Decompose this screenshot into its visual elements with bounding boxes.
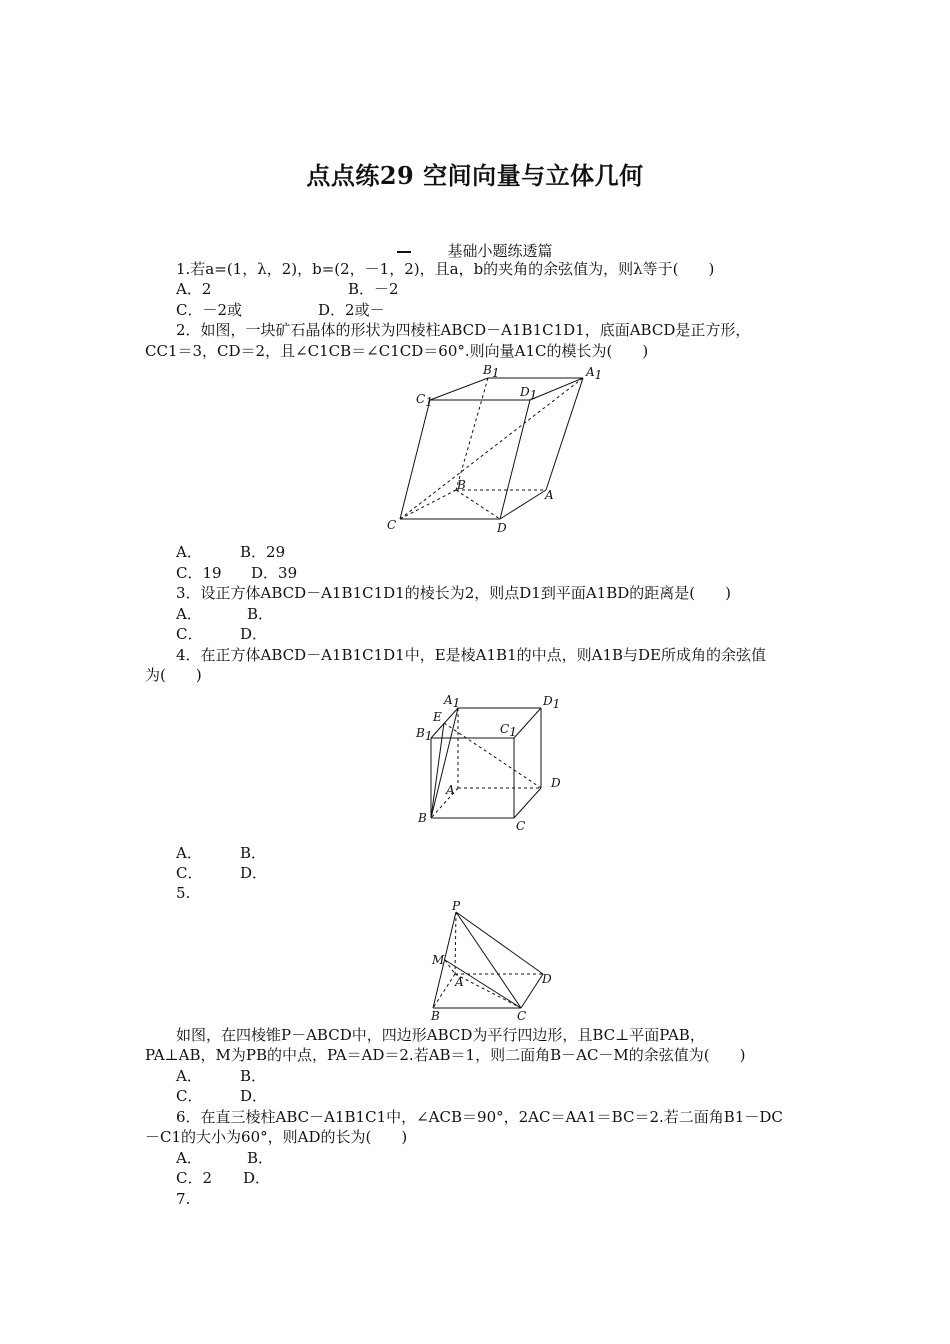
label-a: A [455, 975, 464, 989]
edge-a1a [546, 378, 583, 490]
q2-option-a: A． [176, 543, 202, 561]
label-d: D [542, 972, 552, 986]
label-a: A [446, 783, 455, 797]
q3-option-b: B． [247, 605, 274, 623]
q5-stem-line1: 如图，在四棱锥P－ABCD中，四边形ABCD为平行四边形，且BC⊥平面PAB， [176, 1026, 705, 1044]
label-a: A [545, 488, 554, 502]
label-b1: B1 [483, 363, 500, 380]
q1-option-a: A．2 [176, 280, 212, 298]
label-a1: A1 [444, 693, 461, 710]
q5-number: 5. [176, 884, 191, 902]
edge-c1c [400, 400, 430, 519]
q6-stem-line2: －C1的大小为60°，则AD的长为( ) [145, 1128, 408, 1146]
page-title: 点点练29 空间向量与立体几何 [306, 161, 644, 190]
segment-ac-hidden [455, 974, 521, 1008]
label-b: B [457, 478, 466, 492]
diagonal-bd [456, 490, 500, 519]
label-a1: A1 [586, 365, 603, 382]
q2-stem-line2: CC1＝3，CD＝2，且∠C1CB＝∠C1CD＝60°.则向量A1C的模长为( ) [145, 342, 649, 360]
edge-cd [514, 788, 541, 818]
q5-option-c: C． [176, 1087, 203, 1105]
q2-option-c: C．19 [176, 564, 222, 582]
q3-stem: 3．设正方体ABCD－A1B1C1D1的棱长为2，则点D1到平面A1BD的距离是( ) [176, 584, 731, 602]
section-title: 基础小题练透篇 [447, 242, 553, 260]
q1-option-b: B．－2 [348, 280, 399, 298]
segment-eb [431, 723, 444, 818]
q3-option-c: C． [176, 625, 203, 643]
q4-stem-line2: 为( ) [145, 666, 202, 684]
edge-d1d [500, 400, 530, 519]
q2-option-b: B．29 [240, 543, 286, 561]
q1-option-c: C．－2或 [176, 301, 243, 319]
label-b: B [418, 811, 427, 825]
label-p: P [452, 900, 461, 913]
edge-d1c1 [514, 708, 541, 738]
q2-option-d: D．39 [251, 564, 298, 582]
q6-option-c: C．2 [176, 1169, 213, 1187]
label-c: C [517, 1009, 527, 1022]
label-c1: C1 [416, 392, 433, 409]
edge-da [500, 490, 546, 519]
q4-option-a: A． [176, 844, 202, 862]
edge-d1a1 [530, 378, 583, 400]
edge-pd [456, 912, 543, 974]
q5-option-b: B． [240, 1067, 267, 1085]
edge-cd [521, 974, 543, 1008]
label-d: D [497, 521, 507, 535]
label-e: E [433, 710, 442, 724]
segment-a1b [431, 708, 458, 818]
label-m: M [432, 953, 445, 967]
segment-de-hidden [444, 723, 541, 788]
label-b1: B1 [416, 726, 433, 743]
section-mark [397, 251, 411, 253]
q4-option-b: B． [240, 844, 267, 862]
q6-option-a: A． [176, 1149, 202, 1167]
q5-pyramid-figure [425, 900, 565, 1022]
q7-number: 7. [176, 1190, 191, 1208]
q5-stem-line2: PA⊥AB，M为PB的中点，PA＝AD＝2.若AB＝1，则二面角B－AC－M的余弦值为( ) [145, 1046, 746, 1064]
section-heading [0, 240, 950, 261]
q1-stem: 1.若a=(1，λ，2)，b=(2，－1，2)，且a，b的夹角的余弦值为，则λ等于( ) [176, 260, 715, 278]
q6-stem-line1: 6．在直三棱柱ABC－A1B1C1中，∠ACB＝90°，2AC＝AA1＝BC＝2.若二面角B1－DC [176, 1108, 783, 1126]
q5-option-a: A． [176, 1067, 202, 1085]
q5-option-d: D． [240, 1087, 268, 1105]
label-d: D [551, 776, 561, 790]
q6-option-b: B． [247, 1149, 274, 1167]
q4-option-c: C． [176, 864, 203, 882]
q4-option-d: D． [240, 864, 268, 882]
label-d1: D1 [543, 694, 561, 711]
q4-stem-line1: 4．在正方体ABCD－A1B1C1D1中，E是棱A1B1的中点，则A1B与DE所成角的余弦值 [176, 646, 766, 664]
edge-b1c1 [430, 378, 488, 400]
label-d1: D1 [520, 385, 538, 402]
edge-ab-hidden [433, 974, 455, 1008]
q3-option-a: A． [176, 605, 202, 623]
edge-pc [456, 912, 521, 1008]
q4-cube-figure [410, 692, 570, 834]
q2-stem-line1: 2．如图，一块矿石晶体的形状为四棱柱ABCD－A1B1C1D1，底面ABCD是正方形， [176, 321, 751, 339]
q1-option-d: D．2或－ [318, 301, 385, 319]
label-c: C [387, 518, 397, 532]
label-c: C [516, 819, 526, 833]
label-c1: C1 [500, 722, 517, 739]
edge-b1b-hidden [456, 378, 488, 490]
label-b: B [431, 1009, 440, 1022]
edge-bc-hidden [400, 490, 456, 519]
edge-pa-hidden [455, 912, 456, 974]
q3-option-d: D． [240, 625, 268, 643]
q2-prism-figure [380, 360, 610, 538]
q6-option-d: D． [243, 1169, 271, 1187]
segment-ma-hidden [445, 960, 455, 974]
